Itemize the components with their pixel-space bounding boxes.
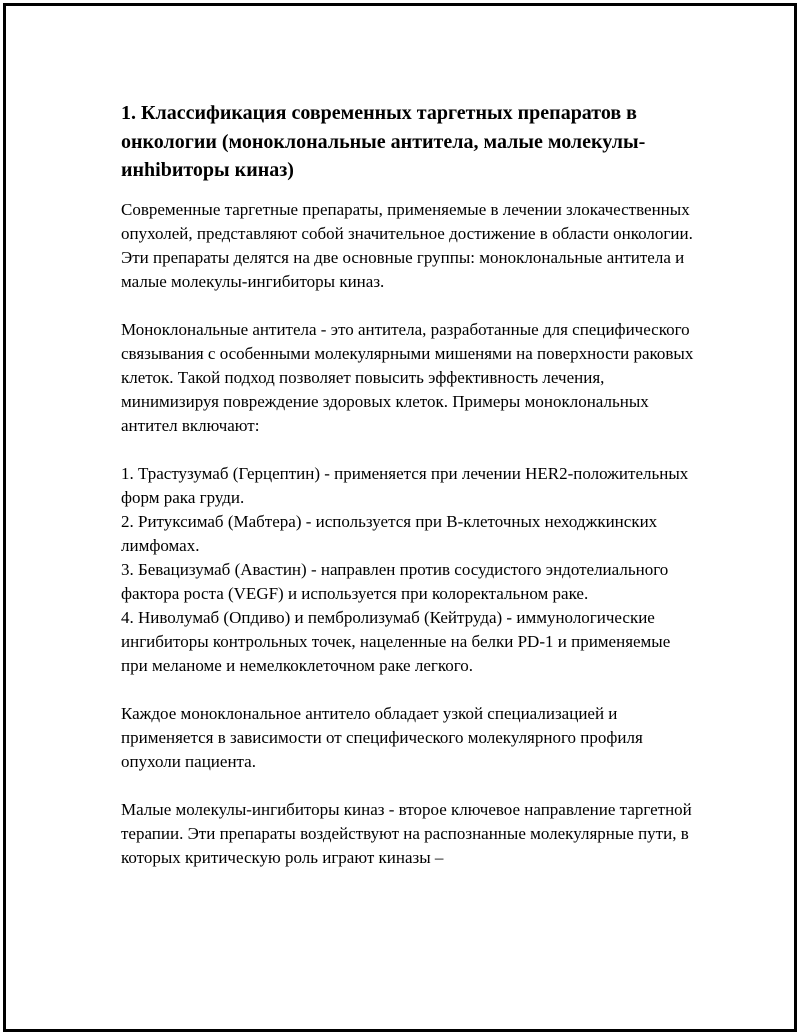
specialization-paragraph: Каждое моноклональное антитело обладает узкой специализацией и применяется в зависимости от специфического молекулярного профиля опухоли пациента. (121, 703, 643, 771)
antibody-examples-list (121, 462, 696, 678)
list-item: 4. Ниволумаб (Опдиво) и пембролизумаб (Кейтруда) - иммунологические ингибиторы контрольных точек, нацеленные на белки PD-1 и применяемые при меланоме и немелкоклеточном раке легкого. (121, 607, 671, 675)
monoclonal-antibodies-paragraph: Моноклональные антитела - это антитела, разработанные для специфического связывания с особенными молекулярными мишенями на поверхности раковых клеток. Такой подход позволяет повысить эффективность лечения, минимизируя повреждение здоровых клеток. Примеры моноклональных антител включают: (121, 319, 694, 435)
section-heading: 1. Классификация современных таргетных препаратов в онкологии (моноклональные антитела, малые молекулы-инhibиторы киназ) (121, 102, 646, 181)
page-frame (3, 3, 797, 1032)
list-item: 2. Ритуксимаб (Мабтера) - используется при B-клеточных неходжкинских лимфомах. (121, 511, 658, 555)
document-body (121, 99, 696, 894)
intro-paragraph: Современные таргетные препараты, применяемые в лечении злокачественных опухолей, представляют собой значительное достижение в области онкологии. Эти препараты делятся на две основные группы: моноклональные антитела и малые молекулы-ингибиторы киназ. (121, 199, 693, 291)
list-item: 3. Бевацизумаб (Авастин) - направлен против сосудистого эндотелиального фактора роста (VEGF) и используется при колоректальном раке. (121, 559, 669, 603)
list-item: 1. Трастузумаб (Герцептин) - применяется при лечении HER2-положительных форм рака груди. (121, 463, 689, 507)
kinase-inhibitors-paragraph: Малые молекулы-ингибиторы киназ - второе ключевое направление таргетной терапии. Эти препараты воздействуют на распознанные молекулярные пути, в которых критическую роль играют киназы – (121, 799, 692, 867)
